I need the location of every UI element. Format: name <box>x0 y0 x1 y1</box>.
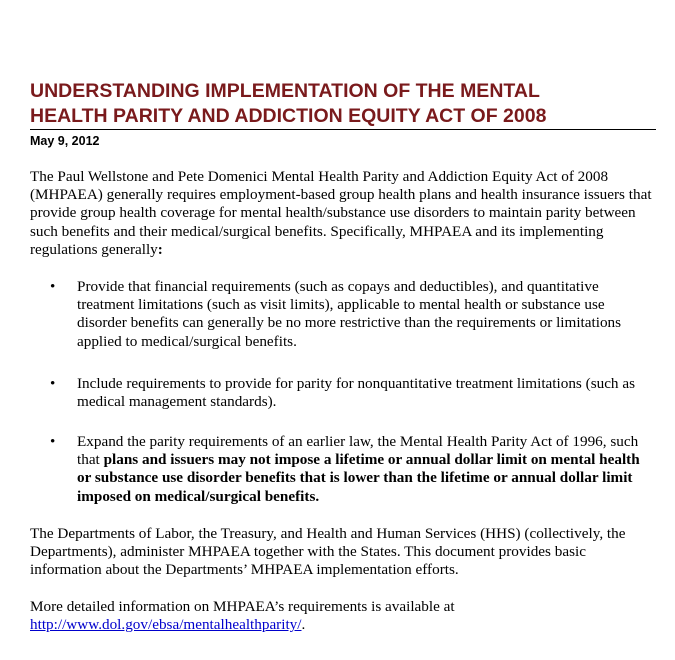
document-date: May 9, 2012 <box>30 134 100 148</box>
bullet-text-bold: plans and issuers may not impose a lifetime or annual dollar limit on mental health or substance use disorder benefits that is lower than the lifetime or annual dollar limit imposed on medical/surgical benefits. <box>77 451 640 505</box>
departments-paragraph: The Departments of Labor, the Treasury, and Health and Human Services (HHS) (collectively, the Departments), administer MHPAEA together with the States. This document provides basic information about the Departments’ MHPAEA implementation efforts. <box>30 525 626 579</box>
bullet-icon: • <box>50 433 56 450</box>
mental-health-parity-link[interactable]: http://www.dol.gov/ebsa/mentalhealthparity/ <box>30 616 302 634</box>
bullet-text <box>77 433 655 506</box>
bullet-text: Include requirements to provide for parity for nonquantitative treatment limitations (such as medical management standards). <box>77 375 635 411</box>
more-info-paragraph <box>30 598 656 634</box>
intro-paragraph <box>30 168 656 259</box>
title-line-1: UNDERSTANDING IMPLEMENTATION OF THE MENTAL <box>30 80 540 102</box>
bullet-text: Provide that financial requirements (such as copays and deductibles), and quantitative treatment limitations (such as visit limits), applicable to mental health or substance use disorder benefits can generally be no more restrictive than the requirements or limitations applied to medical/surgical benefits. <box>77 278 622 350</box>
intro-colon: : <box>157 240 163 258</box>
bullet-icon: • <box>50 278 56 295</box>
document-title <box>30 79 650 129</box>
more-info-text: More detailed information on MHPAEA’s requirements is available at <box>30 598 455 615</box>
intro-text: The Paul Wellstone and Pete Domenici Mental Health Parity and Addiction Equity Act of 2008 (MHPAEA) generally requires employment-based group health plans and health insurance issuers that provide group health coverage for mental health/substance use disorders to maintain parity between such benefits and their medical/surgical benefits. Specifically, MHPAEA and its implementing regulations generally <box>30 168 652 258</box>
more-info-period: . <box>301 616 306 634</box>
bullet-text-regular: Expand the parity requirements of an earlier law, the Mental Health Parity Act of 1996, such that <box>77 433 639 469</box>
title-divider <box>30 129 656 130</box>
title-line-2: HEALTH PARITY AND ADDICTION EQUITY ACT OF 2008 <box>30 105 547 127</box>
bullet-icon: • <box>50 375 56 392</box>
